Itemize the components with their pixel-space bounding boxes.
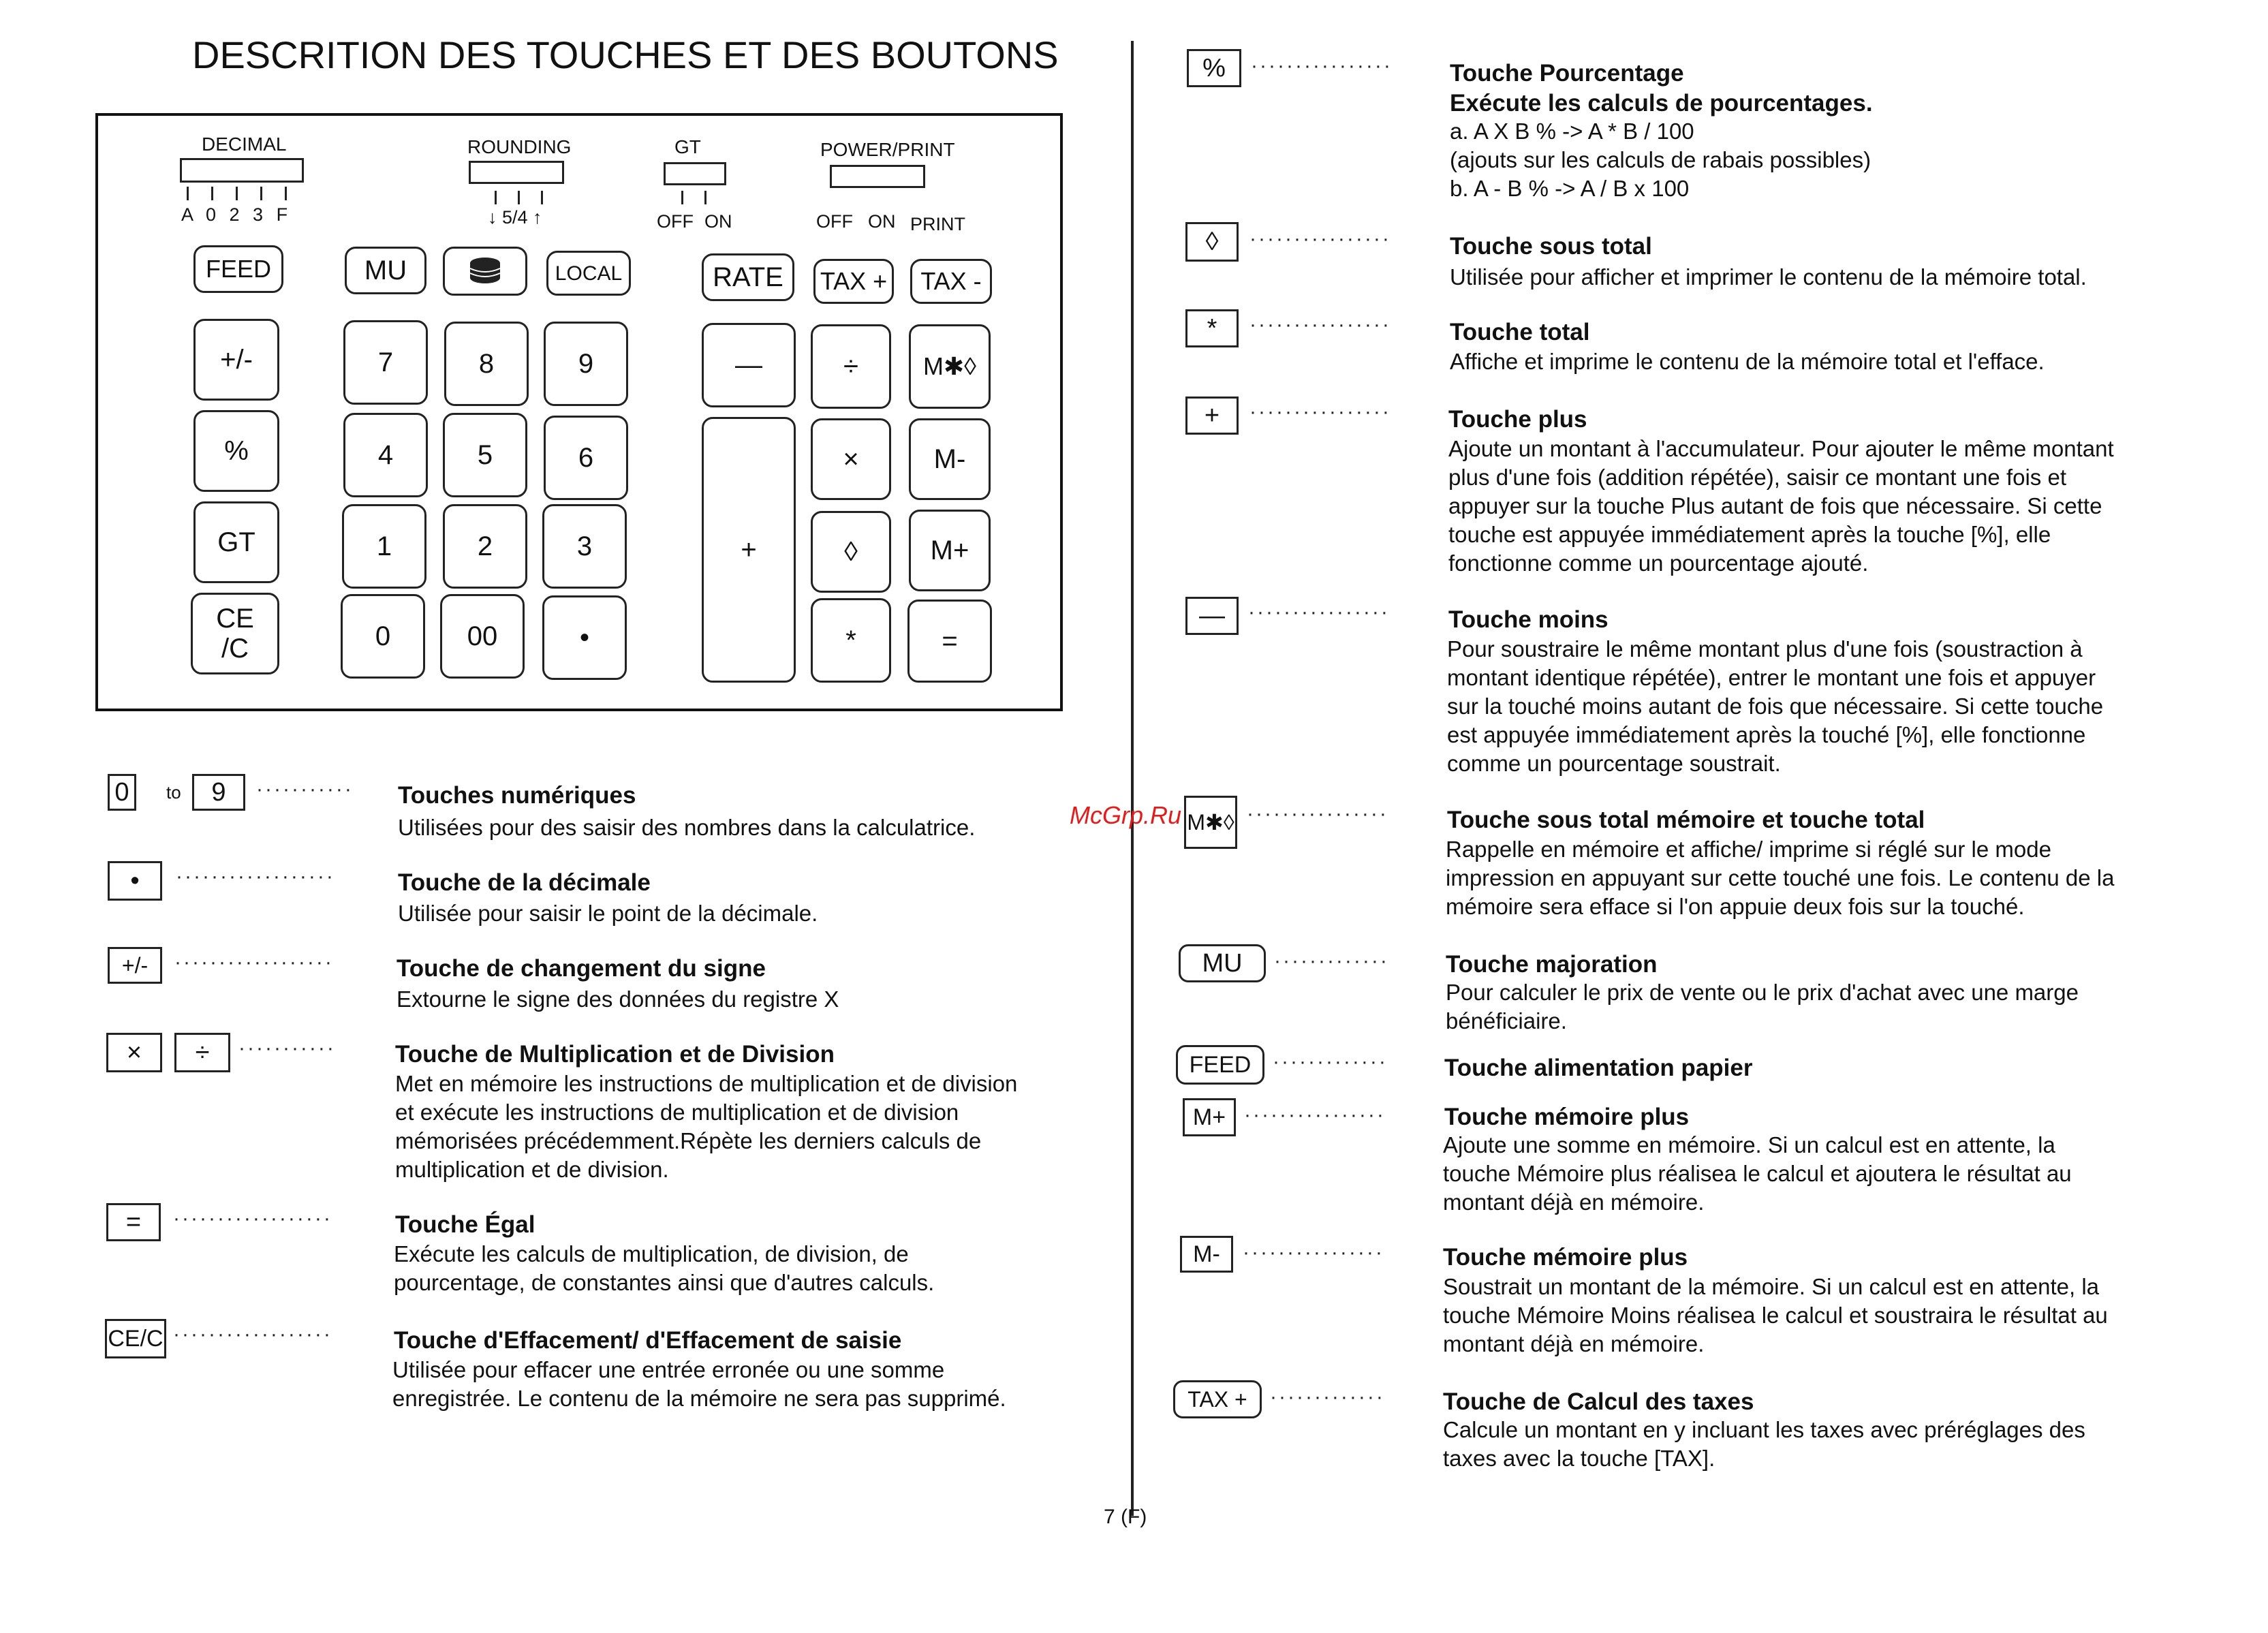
dot-leader: ·················· — [176, 865, 335, 888]
power-switch[interactable] — [830, 165, 925, 188]
dot-leader: ················ — [1249, 401, 1391, 423]
gt-off: OFF — [657, 211, 694, 232]
dot-leader: ·················· — [173, 1207, 332, 1230]
entry-body: Calcule un montant en y incluant les taxes avec préréglages des taxes avec la touche [TAX]. — [1443, 1417, 2085, 1471]
decimal-switch-label: DECIMAL — [202, 134, 287, 155]
entry-heading: Touche de changement du signe — [397, 955, 766, 982]
entry-body: a. A X B % -> A * B / 100 (ajouts sur les calculs de rabais possibles) b. A - B % -> A / B x 100 — [1450, 119, 1871, 201]
calculator-panel — [95, 113, 1063, 711]
key-4[interactable]: 4 — [343, 413, 428, 497]
column-divider — [1131, 41, 1134, 1516]
rounding-switch[interactable] — [469, 161, 564, 184]
rounding-switch-label: ROUNDING — [467, 136, 572, 157]
entry-body: Utilisées pour des saisir des nombres dans la calculatrice. — [398, 815, 976, 840]
ce-c-key-box: CE/C — [105, 1319, 166, 1358]
entry-body: Utilisée pour saisir le point de la décimale. — [398, 901, 818, 926]
c-label: /C — [221, 634, 249, 664]
entry-heading: Touche d'Effacement/ d'Effacement de saisie — [394, 1327, 902, 1354]
entry-body: Utilisée pour afficher et imprimer le contenu de la mémoire total. — [1450, 264, 2087, 290]
feed-key-box: FEED — [1176, 1045, 1264, 1085]
dot-leader: ················ — [1249, 313, 1391, 336]
m-subtotal-key-box: M✱◊ — [1184, 796, 1237, 849]
sign-key[interactable]: +/- — [193, 319, 279, 401]
entry-body: Affiche et imprime le contenu de la mémoire total et l'efface. — [1450, 349, 2045, 374]
watermark: McGrp.Ru — [1070, 801, 1182, 829]
key-2[interactable]: 2 — [443, 504, 527, 589]
dot-leader: ················ — [1244, 1104, 1386, 1126]
plus-key[interactable]: + — [702, 417, 796, 683]
times-key[interactable]: × — [811, 418, 891, 500]
equal-key-box: = — [106, 1203, 161, 1241]
power-switch-label: POWER/PRINT — [820, 139, 955, 160]
dot-leader: ············· — [1273, 1051, 1388, 1073]
plus-key-box: + — [1185, 396, 1239, 435]
rounding-positions: ↓ 5/4 ↑ — [488, 207, 542, 228]
entry-heading: Touche moins — [1448, 606, 1609, 633]
key-6[interactable]: 6 — [544, 416, 628, 500]
tax-plus-key[interactable]: TAX + — [813, 259, 894, 304]
dot-leader: ·················· — [174, 951, 334, 974]
total-key-box: * — [1185, 309, 1239, 347]
entry-subheading: Exécute les calculs de pourcentages. — [1450, 90, 1873, 116]
entry-heading: Touche sous total mémoire et touche total — [1447, 807, 1925, 833]
decimal-key-box: • — [108, 861, 162, 901]
percent-key[interactable]: % — [193, 410, 279, 492]
entry-heading: Touche mémoire plus — [1444, 1104, 1690, 1130]
page-number: 7 (F) — [1104, 1506, 1147, 1528]
dot-leader: ················ — [1243, 1241, 1384, 1264]
entry-body: Ajoute un montant à l'accumulateur. Pour ajouter le même montant plus d'une fois (addition répétée), saisir ce montant une fois et appuyer sur la touche Plus autant de fois que nécessaire. Si cette touche est appuyée immédiatement après la touche [%], elle fonctionne comme un pourcentage ajouté. — [1448, 436, 2114, 576]
decimal-positions: A 0 2 3 F — [181, 204, 288, 225]
times-key-box: × — [106, 1033, 162, 1072]
subtotal-key[interactable]: ◊ — [811, 511, 891, 593]
gt-switch-label: GT — [674, 136, 701, 157]
entry-heading: Touche Pourcentage — [1450, 60, 1684, 87]
divide-key-box: ÷ — [174, 1033, 230, 1072]
key-0[interactable]: 0 — [341, 594, 425, 679]
dot-leader: ················ — [1247, 803, 1388, 825]
rate-key[interactable]: RATE — [702, 253, 794, 301]
gt-key[interactable]: GT — [193, 501, 279, 583]
entry-body: Pour calculer le prix de vente ou le prix d'achat avec une marge bénéficiaire. — [1446, 980, 2079, 1033]
m-minus-key[interactable]: M- — [909, 418, 991, 500]
decimal-switch[interactable] — [180, 158, 304, 183]
m-minus-key-box: M- — [1180, 1236, 1233, 1273]
coin-stack-icon — [468, 256, 502, 286]
key-9-box: 9 — [192, 774, 245, 811]
feed-key[interactable]: FEED — [193, 245, 283, 293]
m-plus-key-box: M+ — [1183, 1098, 1236, 1136]
dot-leader: ··········· — [256, 778, 354, 800]
entry-heading: Touches numériques — [398, 782, 636, 809]
mu-key-box: MU — [1179, 944, 1266, 982]
entry-body: Exécute les calculs de multiplication, de division, de pourcentage, de constantes ainsi que d'autres calculs. — [394, 1241, 935, 1295]
m-plus-key[interactable]: M+ — [909, 510, 991, 591]
entry-body: Ajoute une somme en mémoire. Si un calcul est en attente, la touche Mémoire plus réalisea le calcul et ajoutera le résultat au montant déjà en mémoire. — [1443, 1132, 2072, 1215]
to-label: to — [166, 782, 181, 803]
page-title: DESCRITION DES TOUCHES ET DES BOUTONS — [192, 33, 1059, 76]
key-0-box: 0 — [108, 774, 136, 811]
dot-leader: ················ — [1249, 228, 1391, 250]
key-1[interactable]: 1 — [342, 504, 426, 589]
entry-heading: Touche de Calcul des taxes — [1443, 1388, 1754, 1415]
power-on: ON — [868, 211, 896, 232]
dot-leader: ·················· — [173, 1323, 332, 1346]
entry-heading: Touche total — [1450, 319, 1590, 345]
dot-leader: ············· — [1270, 1386, 1385, 1408]
entry-body: Soustrait un montant de la mémoire. Si un calcul est en attente, la touche Mémoire Moins réalisea le calcul et soustraira le résultat au montant déjà en mémoire. — [1443, 1274, 2108, 1356]
percent-key-box: % — [1187, 49, 1241, 87]
entry-body: Extourne le signe des données du registre X — [397, 986, 839, 1012]
entry-heading: Touche alimentation papier — [1444, 1055, 1753, 1081]
sign-key-box: +/- — [108, 947, 162, 984]
equal-key[interactable]: = — [907, 600, 992, 683]
m-subtotal-key[interactable]: M✱◊ — [909, 324, 991, 409]
entry-body: Pour soustraire le même montant plus d'une fois (soustraction à montant identique répétée), entrer le montant une fois et appuyer sur la touché moins autant de fois que nécessaire. Si cette touche est appuyée immédiatement après la touché [%], elle fonctionne comme un pourcentage soustrait. — [1447, 636, 2104, 776]
power-print: PRINT — [910, 214, 965, 234]
key-9[interactable]: 9 — [544, 322, 628, 406]
local-key[interactable]: LOCAL — [546, 251, 631, 296]
subtotal-key-box: ◊ — [1185, 222, 1239, 262]
dot-leader: ··········· — [238, 1037, 336, 1059]
key-00[interactable]: 00 — [440, 594, 525, 679]
entry-body: Rappelle en mémoire et affiche/ imprime si réglé sur le mode impression en appuyant sur cette touché une fois. Le contenu de la mémoire sera efface si l'on appuie deux fois sur la touché. — [1446, 837, 2115, 919]
entry-body: Met en mémoire les instructions de multiplication et de division et exécute les instructions de multiplication et de division mémorisées précédemment.Répète les derniers calculs de multiplication et de division. — [395, 1071, 1018, 1182]
ce-label: CE — [216, 604, 254, 634]
decimal-point-key[interactable]: • — [542, 595, 627, 680]
dot-leader: ············· — [1274, 950, 1389, 972]
entry-heading: Touche majoration — [1446, 951, 1658, 978]
entry-heading: Touche Égal — [395, 1211, 535, 1238]
dot-leader: ················ — [1248, 601, 1390, 623]
key-8[interactable]: 8 — [444, 322, 529, 406]
ce-c-key[interactable] — [191, 593, 279, 674]
entry-heading: Touche mémoire plus — [1443, 1244, 1688, 1271]
divide-key[interactable]: ÷ — [811, 324, 891, 409]
key-5[interactable]: 5 — [443, 413, 527, 497]
entry-heading: Touche de Multiplication et de Division — [395, 1041, 835, 1068]
coin-key[interactable] — [443, 247, 527, 296]
entry-heading: Touche plus — [1448, 406, 1587, 433]
entry-heading: Touche de la décimale — [398, 869, 651, 896]
dot-leader: ················ — [1251, 55, 1393, 77]
mu-key[interactable]: MU — [345, 247, 426, 294]
key-7[interactable]: 7 — [343, 320, 428, 405]
minus-key-box: — — [1185, 597, 1239, 635]
total-key[interactable]: * — [811, 598, 891, 683]
entry-heading: Touche sous total — [1450, 233, 1652, 260]
minus-key[interactable]: — — [702, 323, 796, 407]
gt-on: ON — [704, 211, 732, 232]
tax-plus-key-box: TAX + — [1173, 1380, 1262, 1418]
entry-body: Utilisée pour effacer une entrée erronée ou une somme enregistrée. Le contenu de la mémoire ne sera pas supprimé. — [392, 1357, 1006, 1411]
power-off: OFF — [816, 211, 853, 232]
key-3[interactable]: 3 — [542, 504, 627, 589]
gt-switch[interactable] — [664, 162, 726, 185]
tax-minus-key[interactable]: TAX - — [910, 259, 992, 304]
